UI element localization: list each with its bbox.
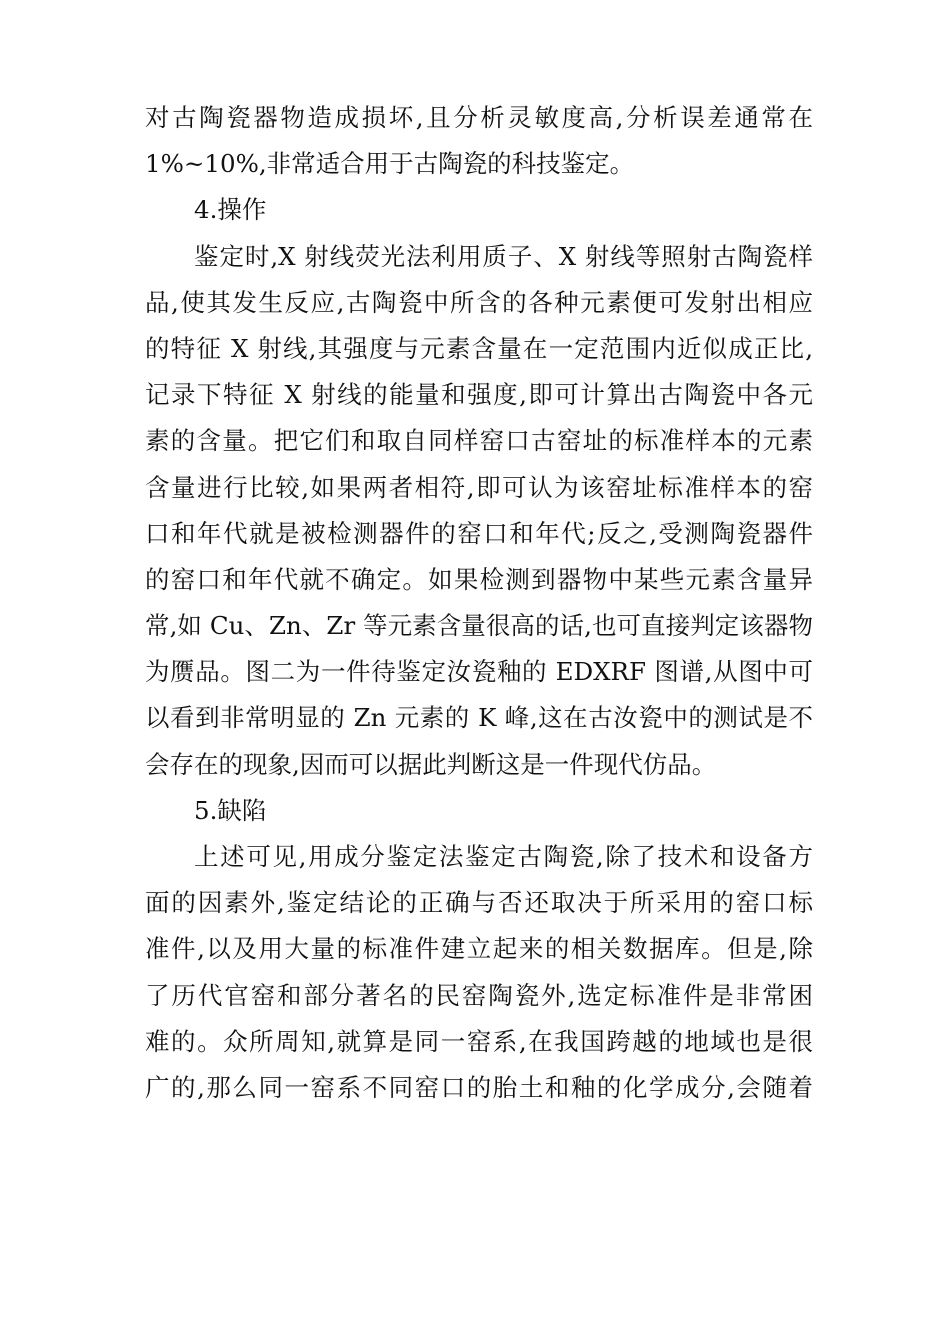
section-heading: 5.缺陷 [194, 795, 267, 825]
paragraph-line: 对古陶瓷器物造成损坏,且分析灵敏度高,分析误差通常在 [145, 103, 813, 132]
paragraph-line: 常,如 Cu、Zn、Zr 等元素含量很高的话,也可直接判定该器物 [145, 611, 813, 641]
paragraph-line: 会存在的现象,因而可以据此判断这是一件现代仿品。 [145, 749, 717, 779]
paragraph-line: 含量进行比较,如果两者相符,即可认为该窑址标准样本的窑 [145, 472, 813, 502]
paragraph-line: 以看到非常明显的 Zn 元素的 K 峰,这在古汝瓷中的测试是不 [145, 703, 813, 733]
paragraph-line: 的特征 X 射线,其强度与元素含量在一定范围内近似成正比, [145, 333, 813, 363]
paragraph-line: 品,使其发生反应,古陶瓷中所含的各种元素便可发射出相应 [145, 287, 813, 317]
paragraph-line: 口和年代就是被检测器件的窑口和年代;反之,受测陶瓷器件 [145, 518, 813, 548]
section-heading: 4.操作 [194, 195, 267, 225]
paragraph-line: 难的。众所周知,就算是同一窑系,在我国跨越的地域也是很 [145, 1026, 813, 1056]
paragraph-line: 上述可见,用成分鉴定法鉴定古陶瓷,除了技术和设备方 [194, 842, 813, 871]
paragraph-line: 广的,那么同一窑系不同窑口的胎土和釉的化学成分,会随着 [145, 1072, 813, 1102]
paragraph-line: 1%~10%,非常适合用于古陶瓷的科技鉴定。 [145, 149, 635, 179]
paragraph-line: 记录下特征 X 射线的能量和强度,即可计算出古陶瓷中各元 [145, 380, 813, 410]
paragraph-line: 素的含量。把它们和取自同样窑口古窑址的标准样本的元素 [145, 426, 813, 456]
paragraph-line: 了历代官窑和部分著名的民窑陶瓷外,选定标准件是非常困 [145, 980, 813, 1010]
body-text [145, 95, 813, 1111]
paragraph-line: 准件,以及用大量的标准件建立起来的相关数据库。但是,除 [145, 934, 813, 964]
paragraph-line: 的窑口和年代就不确定。如果检测到器物中某些元素含量异 [145, 564, 813, 594]
paragraph-line: 为赝品。图二为一件待鉴定汝瓷釉的 EDXRF 图谱,从图中可 [145, 657, 813, 687]
paragraph-line: 面的因素外,鉴定结论的正确与否还取决于所采用的窑口标 [145, 888, 813, 918]
paragraph-line: 鉴定时,X 射线荧光法利用质子、X 射线等照射古陶瓷样 [194, 241, 813, 271]
